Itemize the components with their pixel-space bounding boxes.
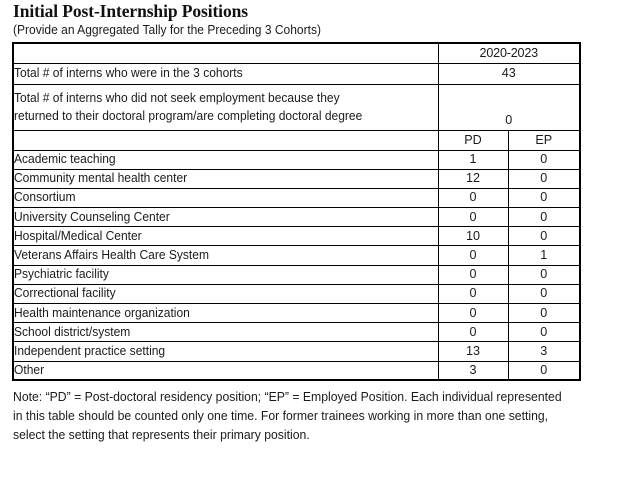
- pd-count: 0: [438, 188, 508, 207]
- setting-label: Other: [13, 361, 438, 380]
- pd-count: 10: [438, 227, 508, 246]
- table-row-total-cohorts: [13, 63, 580, 84]
- setting-label: Independent practice setting: [13, 342, 438, 361]
- ep-count: 0: [508, 284, 580, 303]
- table-row: [13, 246, 580, 265]
- ep-count: 0: [508, 150, 580, 169]
- table-row: [13, 265, 580, 284]
- setting-label: Psychiatric facility: [13, 265, 438, 284]
- table-row-no-employment-sought: [13, 84, 580, 130]
- no-employment-sought-label-line1: Total # of interns who did not seek employment because they: [14, 90, 340, 105]
- pd-count: 12: [438, 169, 508, 188]
- ep-count: 0: [508, 208, 580, 227]
- no-employment-sought-value: 0: [438, 84, 580, 130]
- setting-label: Health maintenance organization: [13, 304, 438, 323]
- setting-label: Correctional facility: [13, 284, 438, 303]
- table-row: [13, 342, 580, 361]
- ep-count: 0: [508, 265, 580, 284]
- table-row: [13, 284, 580, 303]
- no-employment-sought-label: [13, 84, 438, 130]
- table-row: [13, 208, 580, 227]
- table-row: [13, 304, 580, 323]
- setting-label: Veterans Affairs Health Care System: [13, 246, 438, 265]
- setting-label: Consortium: [13, 188, 438, 207]
- document-page: [0, 1, 617, 485]
- setting-label: Community mental health center: [13, 169, 438, 188]
- ep-count: 0: [508, 188, 580, 207]
- setting-label: Academic teaching: [13, 150, 438, 169]
- pd-count: 0: [438, 246, 508, 265]
- setting-label: Hospital/Medical Center: [13, 227, 438, 246]
- header-blank-cell: [13, 43, 438, 63]
- pd-count: 3: [438, 361, 508, 380]
- setting-label: University Counseling Center: [13, 208, 438, 227]
- page-title: Initial Post-Internship Positions: [13, 1, 248, 21]
- header-year-range: 2020-2023: [438, 43, 580, 63]
- table-note: Note: “PD” = Post-doctoral residency position; “EP” = Employed Position. Each individual represented in this table should be counted only one time. For former trainees working in more than one setting, select the setting that represents their primary position.: [13, 390, 562, 443]
- pd-count: 0: [438, 265, 508, 284]
- table-row: [13, 361, 580, 380]
- ep-count: 0: [508, 169, 580, 188]
- table-row: [13, 323, 580, 342]
- ep-count: 0: [508, 361, 580, 380]
- post-internship-positions-table: [12, 42, 581, 381]
- ep-count: 0: [508, 304, 580, 323]
- pd-count: 0: [438, 304, 508, 323]
- pd-count: 13: [438, 342, 508, 361]
- table-row: [13, 188, 580, 207]
- table-header-row: [13, 43, 580, 63]
- no-employment-sought-label-line2: returned to their doctoral program/are completing doctoral degree: [14, 108, 363, 123]
- pd-count: 0: [438, 323, 508, 342]
- subheader-pd: PD: [438, 130, 508, 150]
- page-subtitle: (Provide an Aggregated Tally for the Preceding 3 Cohorts): [13, 23, 321, 37]
- pd-count: 0: [438, 284, 508, 303]
- table-row: [13, 169, 580, 188]
- subheader-ep: EP: [508, 130, 580, 150]
- subheader-blank-cell: [13, 130, 438, 150]
- total-cohorts-value: 43: [438, 63, 580, 84]
- ep-count: 0: [508, 323, 580, 342]
- pd-count: 0: [438, 208, 508, 227]
- ep-count: 3: [508, 342, 580, 361]
- ep-count: 1: [508, 246, 580, 265]
- table-row: [13, 227, 580, 246]
- pd-count: 1: [438, 150, 508, 169]
- total-cohorts-label: Total # of interns who were in the 3 cohorts: [13, 63, 438, 84]
- ep-count: 0: [508, 227, 580, 246]
- setting-label: School district/system: [13, 323, 438, 342]
- table-subheader-row: [13, 130, 580, 150]
- table-row: [13, 150, 580, 169]
